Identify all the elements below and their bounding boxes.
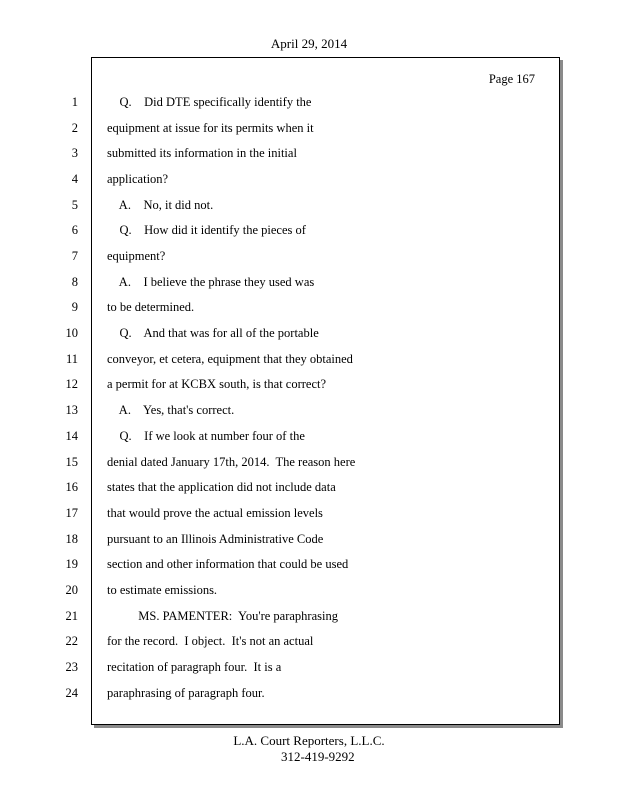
transcript-line: to estimate emissions. <box>107 583 218 597</box>
page-number: Page 167 <box>488 72 535 86</box>
transcript-line: Q. If we look at number four of the <box>107 429 305 443</box>
transcript-line: application? <box>107 172 169 186</box>
transcript-line: Q. Did DTE specifically identify the <box>107 95 312 109</box>
transcript-line: MS. PAMENTER: You're paraphrasing <box>107 609 338 623</box>
line-number: 2 <box>71 121 78 135</box>
transcript-line: A. Yes, that's correct. <box>107 403 235 417</box>
transcript-line: Q. And that was for all of the portable <box>107 326 319 340</box>
line-number: 18 <box>65 532 78 546</box>
line-number: 8 <box>71 275 78 289</box>
transcript-line: submitted its information in the initial <box>107 146 297 160</box>
line-number: 10 <box>65 326 78 340</box>
line-number: 5 <box>71 198 78 212</box>
line-number: 1 <box>71 95 78 109</box>
transcript-line: equipment? <box>107 249 166 263</box>
transcript-line: A. No, it did not. <box>107 198 214 212</box>
transcript-line: that would prove the actual emission levels <box>107 506 323 520</box>
line-number: 11 <box>65 352 78 366</box>
transcript-line: for the record. I object. It's not an actual <box>107 634 314 648</box>
line-number: 7 <box>71 249 78 263</box>
line-number: 16 <box>65 480 78 494</box>
line-number: 14 <box>65 429 78 443</box>
court-reporter-firm: L.A. Court Reporters, L.L.C. <box>233 733 385 748</box>
transcript-line: paraphrasing of paragraph four. <box>107 686 265 700</box>
transcript-line: Q. How did it identify the pieces of <box>107 223 306 237</box>
transcript-line: states that the application did not include data <box>107 480 336 494</box>
transcript-line: recitation of paragraph four. It is a <box>107 660 282 674</box>
transcript-line: equipment at issue for its permits when it <box>107 121 314 135</box>
line-number: 4 <box>71 172 78 186</box>
header-date: April 29, 2014 <box>270 36 348 51</box>
line-number: 12 <box>65 377 78 391</box>
footer <box>0 733 618 764</box>
line-number: 19 <box>65 557 78 571</box>
line-number: 3 <box>71 146 78 160</box>
line-number: 23 <box>65 660 78 674</box>
transcript-line: conveyor, et cetera, equipment that they obtained <box>107 352 353 366</box>
line-number: 22 <box>65 634 78 648</box>
line-number: 21 <box>65 609 78 623</box>
transcript-line: to be determined. <box>107 300 195 314</box>
transcript-line: A. I believe the phrase they used was <box>107 275 315 289</box>
line-number: 6 <box>71 223 78 237</box>
transcript-line: denial dated January 17th, 2014. The reason here <box>107 455 356 469</box>
transcript-line: section and other information that could be used <box>107 557 349 571</box>
line-number: 24 <box>65 686 78 700</box>
line-number: 17 <box>65 506 78 520</box>
transcript-line: a permit for at KCBX south, is that correct? <box>107 377 327 391</box>
line-number: 20 <box>65 583 78 597</box>
line-number: 15 <box>65 455 78 469</box>
line-number: 9 <box>71 300 78 314</box>
court-reporter-phone: 312-419-9292 <box>281 749 355 764</box>
transcript-line: pursuant to an Illinois Administrative Code <box>107 532 324 546</box>
line-number: 13 <box>65 403 78 417</box>
